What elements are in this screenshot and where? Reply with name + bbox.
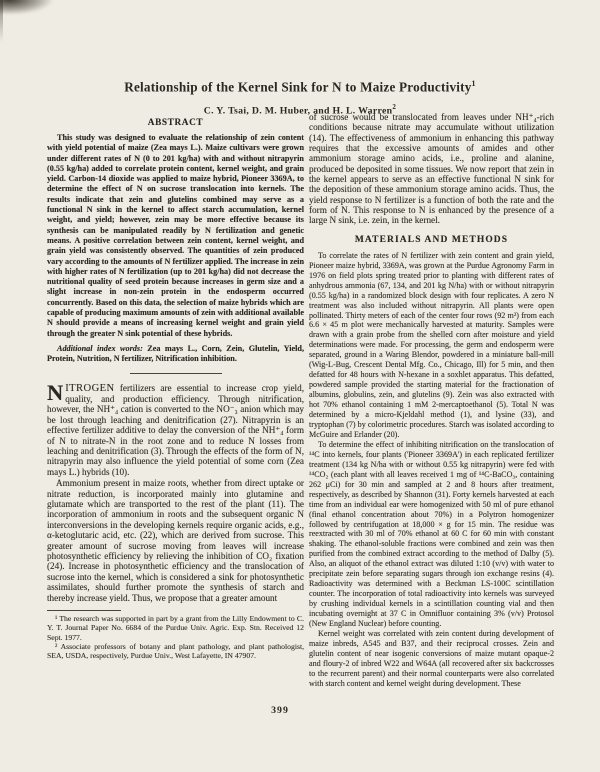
abstract-heading: ABSTRACT [147, 118, 204, 128]
methods-paragraph-3: Kernel weight was correlated with zein content during development of maize inbreds, A545 and B37, and their reciprocal crosses. Zein and glutelin content of near isogenic conversions of maize mutant opaque-2 and floury-2 of inbred W22 and W64A (all recovered after six backcrosses to the recurrent parent) and their normal counterparts were also correlated with starch content and kernel weight during development. These [309, 629, 554, 688]
page-number: 399 [271, 705, 289, 716]
lead-word: ITROGEN [65, 382, 115, 394]
dropcap-letter: N [47, 379, 64, 405]
index-words-paragraph [47, 344, 304, 365]
section-divider-rule [130, 373, 222, 374]
index-words-label: Additional index words: [57, 343, 143, 353]
paper-title [0, 79, 600, 95]
methods-heading: MATERIALS AND METHODS [354, 234, 509, 245]
methods-paragraph-1: To correlate the rates of N fertilizer with zein content and grain yield, Pioneer maize hybrid, 3369A, was grown at the Purdue Agronomy Farm in 1976 on field plots spring treated prior to planting with different rates of anhydrous ammonia (67, 134, and 201 kg N/ha) with or without nitrapyrin (0.55 kg/ha) in a randomized block design with four replicates. A zero N treatment was also included without nitrapyrin. All plants were open pollinated. Thirty meters of each of the center four rows (92 m²) from each 6.6 × 45 m plot were mechanically harvested at maturity. Samples were drawn with a grain probe from the shelled corn after moisture and yield determinations were made. For processing, the germ and endosperm were separated, ground in a Waring Blendor, powdered in a miniature ball-mill (Wig-L-Bug, Crescent Dental Mfg. Co., Chicago, Ill) for 5 min, and then defatted for 48 hours with N-hexane in a soxhlet apparatus. This defatted, powdered sample provided the starting material for the fractionation of albumins, globulins, zein, and glutelins (9). Zein was also extracted with hot 70% ethanol containing 1 mM 2-mercaptoethanol (5). Total N was determined by a micro-Kjeldahl method (1), and lysine (33), and tryptophan (7) by colorimetric procedures. Starch was isolated according to McGuire and Erlander (20). [309, 250, 554, 439]
intro-paragraph-1-text: fertilizers are essential to increase crop yield, quality, and production efficiency. Through nitrification, however, the NH⁺₄ cation is converted to the NO⁻₃ anion which may be lost through leaching and denitrification (27). Nitrapyrin is an effective fertilizer additive to delay the conversion of the NH⁺₄ form of N to nitrate-N in the root zone and to reduce N losses from leaching and denitrification (3). Through the effects of the form of N, nitrapyrin may also influence the yield potential of some corn (Zea mays L.) hybrids (10). [47, 382, 304, 477]
index-words-list: Zea mays L., Corn, Zein, Glutelin, Yield, Protein, Nutrition, N fertilizer, Nitrification inhibition. [47, 343, 304, 364]
footnote-divider-rule [47, 610, 121, 611]
authors-text: C. Y. Tsai, D. M. Huber, and H. L. Warren [203, 105, 393, 117]
footnote-2: ² Associate professors of botany and plant pathology, and plant pathologist, SEA, USDA, respectively, Purdue Univ., West Lafayette, IN 47907. [47, 641, 304, 661]
right-column [309, 112, 554, 689]
methods-paragraph-2: To determine the effect of inhibiting nitrification on the translocation of ¹⁴C into kernels, four plants ('Pioneer 3369A') in each replicated fertilizer treatment (134 kg N/ha with or without 0.55 kg nitrapyrin) were fed with ¹⁴CO₂ (each plant with all leaves received 1 mg of ¹⁴C-BaCO₃, containing 262 μCi) for 30 min and sampled at 2 and 8 hours after treatment, respectively, as described by Shannon (31). Forty kernels harvested at each time from an individual ear were homogenized with 50 ml of pure ethanol (final ethanol concentration about 70%) in a Polytron homogenizer followed by centrifugation at 18,000 × g for 15 min. The residue was reextracted with 30 ml of 70% ethanol at 60 C for 60 min with constant shaking. The ethanol-soluble fractions were combined and zein was then purified from the combined extract according to the method of Dalby (5). Also, an aliquot of the ethanol extract was diluted 1:10 (v/v) with water to precipitate zein before separating sugars through ion exchange resins (4). Radioactivity was determined with a Beckman LS-100C scintillation counter. The incorporation of total radioactivity into kernels was surveyed by crushing individual kernels in a scintillation counting vial and then incubating overnight at 37 C in Omnifluor containing 3% (v/v) Protosol (New England Nuclear) before counting. [309, 439, 554, 629]
intro-paragraph-2: Ammonium present in maize roots, whether from direct uptake or nitrate reduction, is incorporated mainly into glutamine and glutamate which are transported to the rest of the plant (11). The incorporation of ammonium in roots and the subsequent organic N interconversions in the developing kernels require organic acids, e.g., α-ketoglutaric acid, etc. (22), which are derived from sucrose. This greater amount of sucrose moving from leaves will increase photosynthetic efficiency by relieving the inhibition of CO₂ fixation (24). Increase in photosynthetic efficiency and the translocation of sucrose into the kernel, which is considered a sink for photosynthetic assimilates, should further promote the synthesis of starch and thereby increase yield. Thus, we propose that a greater amount [47, 478, 304, 603]
scan-smudge-artifact [0, 0, 54, 15]
title-footnote-marker: 1 [471, 79, 476, 88]
footnote-1: ¹ The research was supported in part by a grant from the Lilly Endowment to C. Y. T. Journal Paper No. 6684 of the Purdue Univ. Agric. Exp. Stn. Received 12 Sept. 1977. [47, 614, 304, 642]
scan-edge-shadow [0, 0, 3, 42]
continuation-paragraph: of sucrose would be translocated from leaves under NH⁺₄-rich conditions because nitrate may accumulate without utilization (14). The effectiveness of ammonium in enhancing this pathway requires that the excessive amounts of amides and other ammonium storage amino acids, i.e., proline and alanine, produced be deposited in some tissues. We now report that zein in the kernel appears to serve as an effective functional N sink for the deposition of these ammonium storage amino acids. Thus, the yield response to N fertilizer is a function of both the rate and the form of N. This response to N is enhanced by the presence of a large N sink, i.e. zein, in the kernel. [309, 112, 554, 226]
intro-paragraph-1 [47, 379, 304, 478]
abstract-body: This study was designed to evaluate the relationship of zein content with yield potential of maize (Zea mays L.). Maize cultivars were grown under different rates of N (0 to 201 kg/ha) with and without nitrapyrin (0.55 kg/ha) added to correlate protein content, kernel weight, and grain yield. Carbon-14 dioxide was applied to maize hybrid, Pioneer 3369A, to determine the effect of N on sucrose translocation into kernels. The results indicate that zein and glutelins combined may serve as a functional N sink in the kernel to affect starch accumulation, kernel weight, and yield; however, zein may be more effective because its synthesis can be manipulated readily by N fertilization and genetic means. A positive correlation between zein content, kernel weight, and grain yield was consistently observed. The quantities of zein produced vary according to the amounts of N fertilizer applied. The increase in zein with higher rates of N fertilization (up to 201 kg/ha) did not decrease the nutritional quality of seed protein because increases in germ size and a slight increase in non-zein protein in the endosperm occurred concurrently. Based on this data, the selection of maize hybrids which are capable of producing maximum amounts of zein with additional available N should provide a means of increasing kernel weight and grain yield through the greater N sink potential of these hybrids. [47, 133, 304, 338]
left-column [47, 118, 304, 661]
authors-footnote-marker: 2 [392, 103, 397, 111]
paper-title-text: Relationship of the Kernel Sink for N to Maize Productivity [124, 79, 472, 95]
